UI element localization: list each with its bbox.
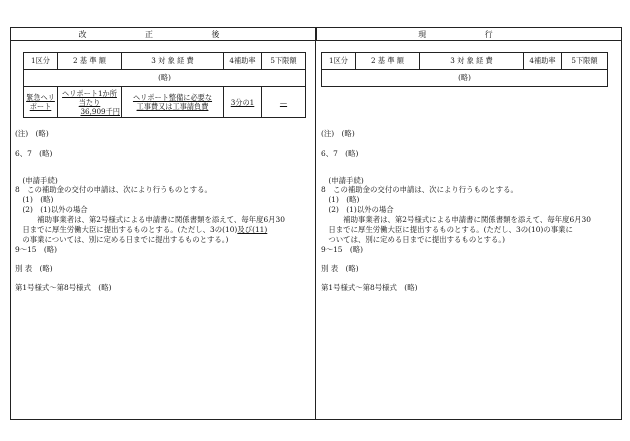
forms-line: 第1号様式～第8号様式 (略): [15, 283, 112, 292]
base-amount-line: ヘリポート1か所: [62, 88, 117, 98]
column-divider: [315, 28, 316, 419]
col-header: 3 対 象 経 費: [420, 53, 524, 70]
item-8-1: (1) (略): [15, 195, 54, 204]
item-8-1: (1) (略): [321, 195, 360, 204]
base-amount-line: 当たり: [78, 97, 101, 107]
subsidy-rate: 3分の1: [230, 97, 255, 107]
col-header: 5下限額: [562, 53, 608, 70]
paragraph-line: ついては、別に定める日までに提出するものとする。): [321, 235, 505, 244]
item-8-2: (2) (1)以外の場合: [15, 205, 88, 214]
col-header: 4補助率: [524, 53, 562, 70]
header-current: 現 行: [316, 28, 622, 41]
comparison-table-frame: [10, 27, 622, 420]
base-amount-value: 36,909千円: [80, 106, 120, 116]
col-header: 2 基 準 額: [58, 53, 122, 70]
paragraph-line: 補助事業者は、第2号様式による申請書に関係書類を添えて、毎年度6月30: [321, 215, 591, 224]
new-category: 緊急ヘリポート: [26, 93, 55, 111]
section-8: 8 この補助金の交付の申請は、次により行うものとする。: [15, 185, 212, 194]
col-header: 4補助率: [224, 53, 262, 70]
revised-table: [23, 52, 306, 118]
section-title: (申請手続): [15, 176, 58, 185]
section-title: (申請手続): [321, 176, 364, 185]
lower-limit: —: [279, 97, 288, 107]
col-header: 1区分: [322, 53, 356, 70]
paragraph-line: 日までに厚生労働大臣に提出するものとする。(ただし、3の(10)の事業に: [321, 225, 573, 234]
new-category-cell: [24, 87, 58, 118]
note-line: (注) (略): [321, 129, 355, 138]
expense-line: ヘリポート整備に必要な: [132, 93, 213, 102]
appendix-line: 別 表 (略): [321, 264, 359, 273]
expense-line: 工事費又は工事請負費: [136, 102, 209, 111]
section-6-7: 6、7 (略): [15, 149, 53, 158]
section-9-15: 9～15 (略): [15, 245, 58, 254]
col-header: 5下限額: [262, 53, 306, 70]
note-line: (注) (略): [15, 129, 49, 138]
section-9-15: 9～15 (略): [321, 245, 364, 254]
col-header: 3 対 象 経 費: [122, 53, 224, 70]
omitted-row: (略): [24, 70, 306, 87]
new-lower-cell: [262, 87, 306, 118]
forms-line: 第1号様式～第8号様式 (略): [321, 283, 418, 292]
header-revised: 改 正 後: [11, 28, 315, 41]
appendix-line: 別 表 (略): [15, 264, 53, 273]
amended-text: 及び(11): [237, 225, 268, 234]
paragraph-line: 補助事業者は、第2号様式による申請書に関係書類を添えて、毎年度6月30: [15, 215, 285, 224]
col-header: 1区分: [24, 53, 58, 70]
paragraph-line: [15, 225, 267, 236]
section-6-7: 6、7 (略): [321, 149, 359, 158]
new-expense-cell: [122, 87, 224, 118]
col-header: 2 基 準 額: [356, 53, 420, 70]
item-8-2: (2) (1)以外の場合: [321, 205, 394, 214]
paragraph-line: の事業については、別に定める日までに提出するものとする。): [15, 235, 229, 244]
paragraph-text: 日までに厚生労働大臣に提出するものとする。(ただし、3の(10): [15, 225, 238, 234]
current-table: [321, 52, 608, 87]
new-rate-cell: [224, 87, 262, 118]
new-base-cell: [58, 87, 122, 118]
section-8: 8 この補助金の交付の申請は、次により行うものとする。: [321, 185, 518, 194]
omitted-row: (略): [322, 70, 608, 87]
